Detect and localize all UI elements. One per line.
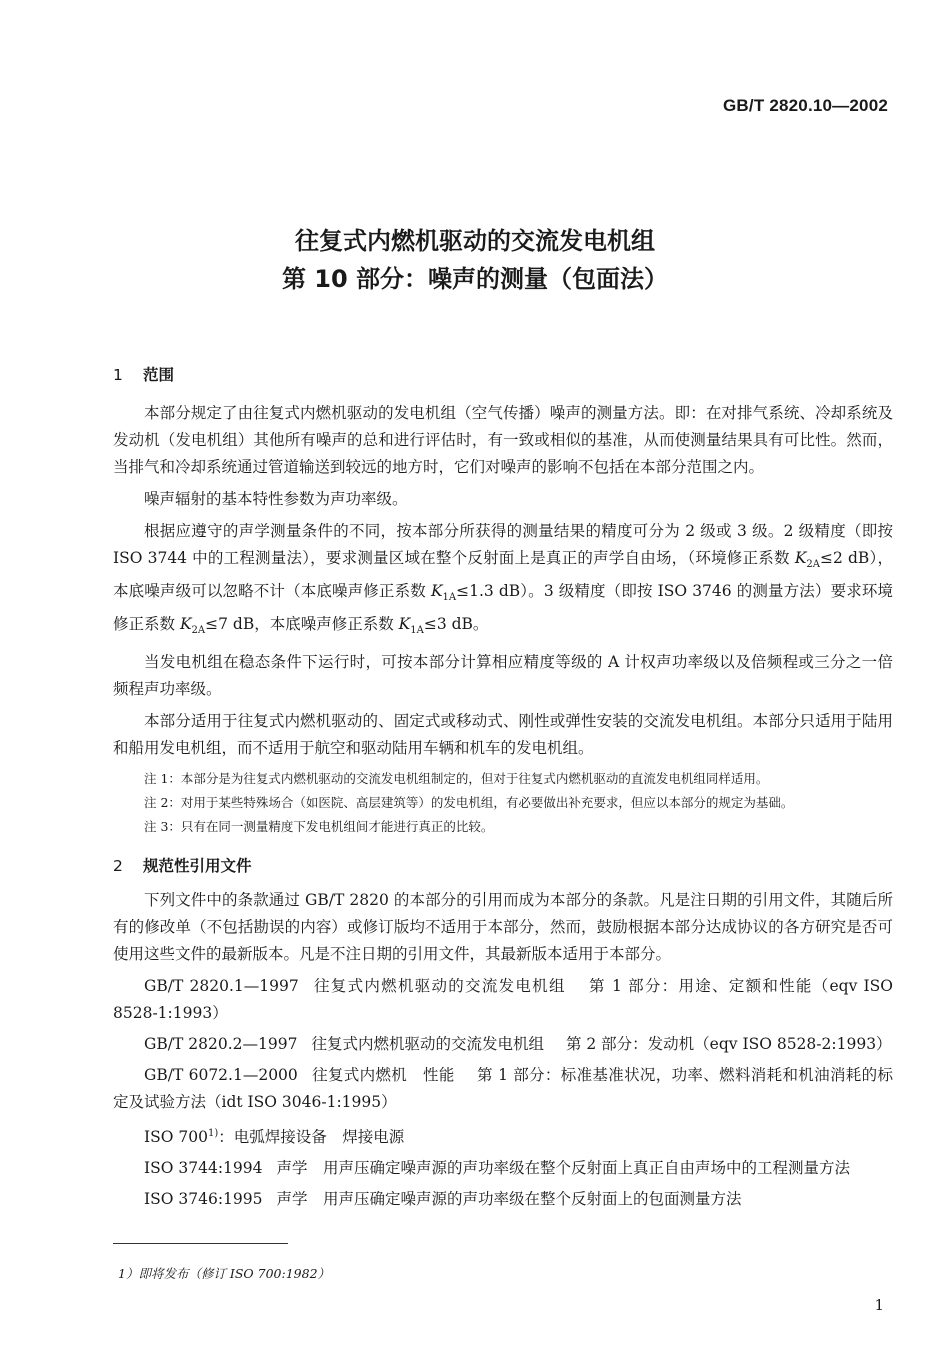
- k1a-subscript-2: 1A: [410, 625, 424, 637]
- note-1: 注 1：本部分是为往复式内燃机驱动的交流发电机组制定的，但对于往复式内燃机驱动的直流发电机组同样适用。: [144, 771, 769, 787]
- section-1-heading: [113, 360, 893, 400]
- reference-title: 声学 用声压确定噪声源的声功率级在整个反射面上真正自由声场中的工程测量方法: [276, 1159, 851, 1178]
- scope-paragraph-3: [113, 518, 893, 644]
- k1a-subscript: 1A: [442, 592, 457, 604]
- note-2: 注 2：对用于某些特殊场合（如医院、高层建筑等）的发电机组，有必要做出补充要求，但应以本部分的规定为基础。: [144, 795, 794, 811]
- reference-code: ISO 700: [144, 1128, 208, 1147]
- reference-part: 第 1 部分：标准基准状况，功率、燃料消耗和机油消耗的标定及试验方法（idt ISO 3046-1:1995）: [113, 1066, 893, 1112]
- note-3: 注 3：只有在同一测量精度下发电机组间才能进行真正的比较。: [144, 819, 494, 835]
- k2a-symbol: K: [794, 549, 807, 567]
- reference-title: 往复式内燃机驱动的交流发电机组: [312, 977, 566, 996]
- reference-code: GB/T 2820.1—1997: [144, 977, 299, 996]
- page-number: 1: [874, 1296, 884, 1314]
- k1a-symbol-2: K: [398, 615, 411, 634]
- p3-text-5: ≤3 dB。: [423, 615, 489, 634]
- references-intro: 下列文件中的条款通过 GB/T 2820 的本部分的引用而成为本部分的条款。凡是注日期的引用文件，其随后所有的修改单（不包括勘误的内容）或修订版均不适用于本部分，然而，鼓励根据本部分达成协议的各方研究是否可使用这些文件的最新版本。凡是不注日期的引用文件，其最新版本适用于本部分。: [113, 891, 893, 964]
- document-body: [113, 360, 893, 1217]
- reference-item: [113, 973, 893, 1027]
- p3-text-1: 根据应遵守的声学测量条件的不同，按本部分所获得的测量结果的精度可分为 2 级或 3 级。2 级精度（即按 ISO 3744 中的工程测量法），要求测量区域在整个反射面上是真正的声学自由场，（环境修正系数: [113, 522, 893, 567]
- reference-item: [113, 1062, 893, 1116]
- reference-item: [113, 1031, 893, 1058]
- section-1-title: 范围: [143, 366, 175, 384]
- footnote: 1）即将发布（修订 ISO 700:1982）: [118, 1266, 331, 1281]
- scope-paragraph-5: 本部分适用于往复式内燃机驱动的、固定式或移动式、刚性或弹性安装的交流发电机组。本部分只适用于陆用和船用发电机组，而不适用于航空和驱动陆用车辆和机车的发电机组。: [113, 712, 893, 758]
- reference-item: [113, 1155, 893, 1182]
- reference-title: 声学 用声压确定噪声源的声功率级在整个反射面上的包面测量方法: [276, 1190, 742, 1209]
- reference-part: 第 2 部分：发动机（eqv ISO 8528-2:1993）: [565, 1035, 892, 1054]
- standard-number: GB/T 2820.10—2002: [723, 96, 888, 115]
- k2a-symbol-2: K: [179, 615, 192, 634]
- footnote-divider: [113, 1243, 288, 1244]
- document-title: [0, 222, 950, 298]
- footnote-marker: 1): [207, 1128, 219, 1140]
- reference-code: ISO 3746:1995: [144, 1190, 263, 1209]
- scope-paragraph-4: 当发电机组在稳态条件下运行时，可按本部分计算相应精度等级的 A 计权声功率级以及倍频程或三分之一倍频程声功率级。: [113, 653, 893, 699]
- reference-title: 往复式内燃机 性能: [311, 1066, 455, 1085]
- p3-text-2: ≤2 dB），本底噪声级可以忽略不计（本底噪声修正系数: [113, 549, 893, 601]
- p3-text-4: ≤7 dB，本底噪声修正系数: [205, 615, 399, 634]
- k2a-subscript-2: 2A: [191, 625, 206, 637]
- reference-code: GB/T 2820.2—1997: [144, 1035, 298, 1054]
- title-line-1: 往复式内燃机驱动的交流发电机组: [295, 227, 655, 255]
- k2a-subscript: 2A: [806, 559, 820, 571]
- section-2-title: 规范性引用文件: [143, 857, 252, 876]
- p3-text-3: ≤1.3 dB）。3 级精度（即按 ISO 3746 的测量方法）要求环境修正系数: [113, 582, 894, 634]
- reference-title: 往复式内燃机驱动的交流发电机组: [311, 1035, 544, 1054]
- reference-code: GB/T 6072.1—2000: [144, 1066, 298, 1085]
- title-line-2: 第 10 部分：噪声的测量（包面法）: [281, 265, 669, 293]
- reference-title: ：电弧焊接设备 焊接电源: [218, 1128, 405, 1147]
- section-1-number: 1: [113, 366, 123, 384]
- section-2-heading: [113, 851, 893, 887]
- reference-part: 第 1 部分：用途、定额和性能（eqv ISO 8528-1:1993）: [113, 977, 893, 1023]
- k1a-symbol: K: [430, 582, 443, 601]
- section-2-number: 2: [113, 857, 123, 876]
- reference-item: [113, 1120, 893, 1151]
- scope-paragraph-1: 本部分规定了由往复式内燃机驱动的发电机组（空气传播）噪声的测量方法。即：在对排气系统、冷却系统及发动机（发电机组）其他所有噪声的总和进行评估时，有一致或相似的基准，从而使测量结果具有可比性。然而，当排气和冷却系统通过管道输送到较远的地方时，它们对噪声的影响不包括在本部分范围之内。: [113, 404, 893, 476]
- scope-paragraph-2: 噪声辐射的基本特性参数为声功率级。: [144, 490, 408, 508]
- reference-code: ISO 3744:1994: [144, 1159, 263, 1178]
- reference-item: [113, 1186, 893, 1213]
